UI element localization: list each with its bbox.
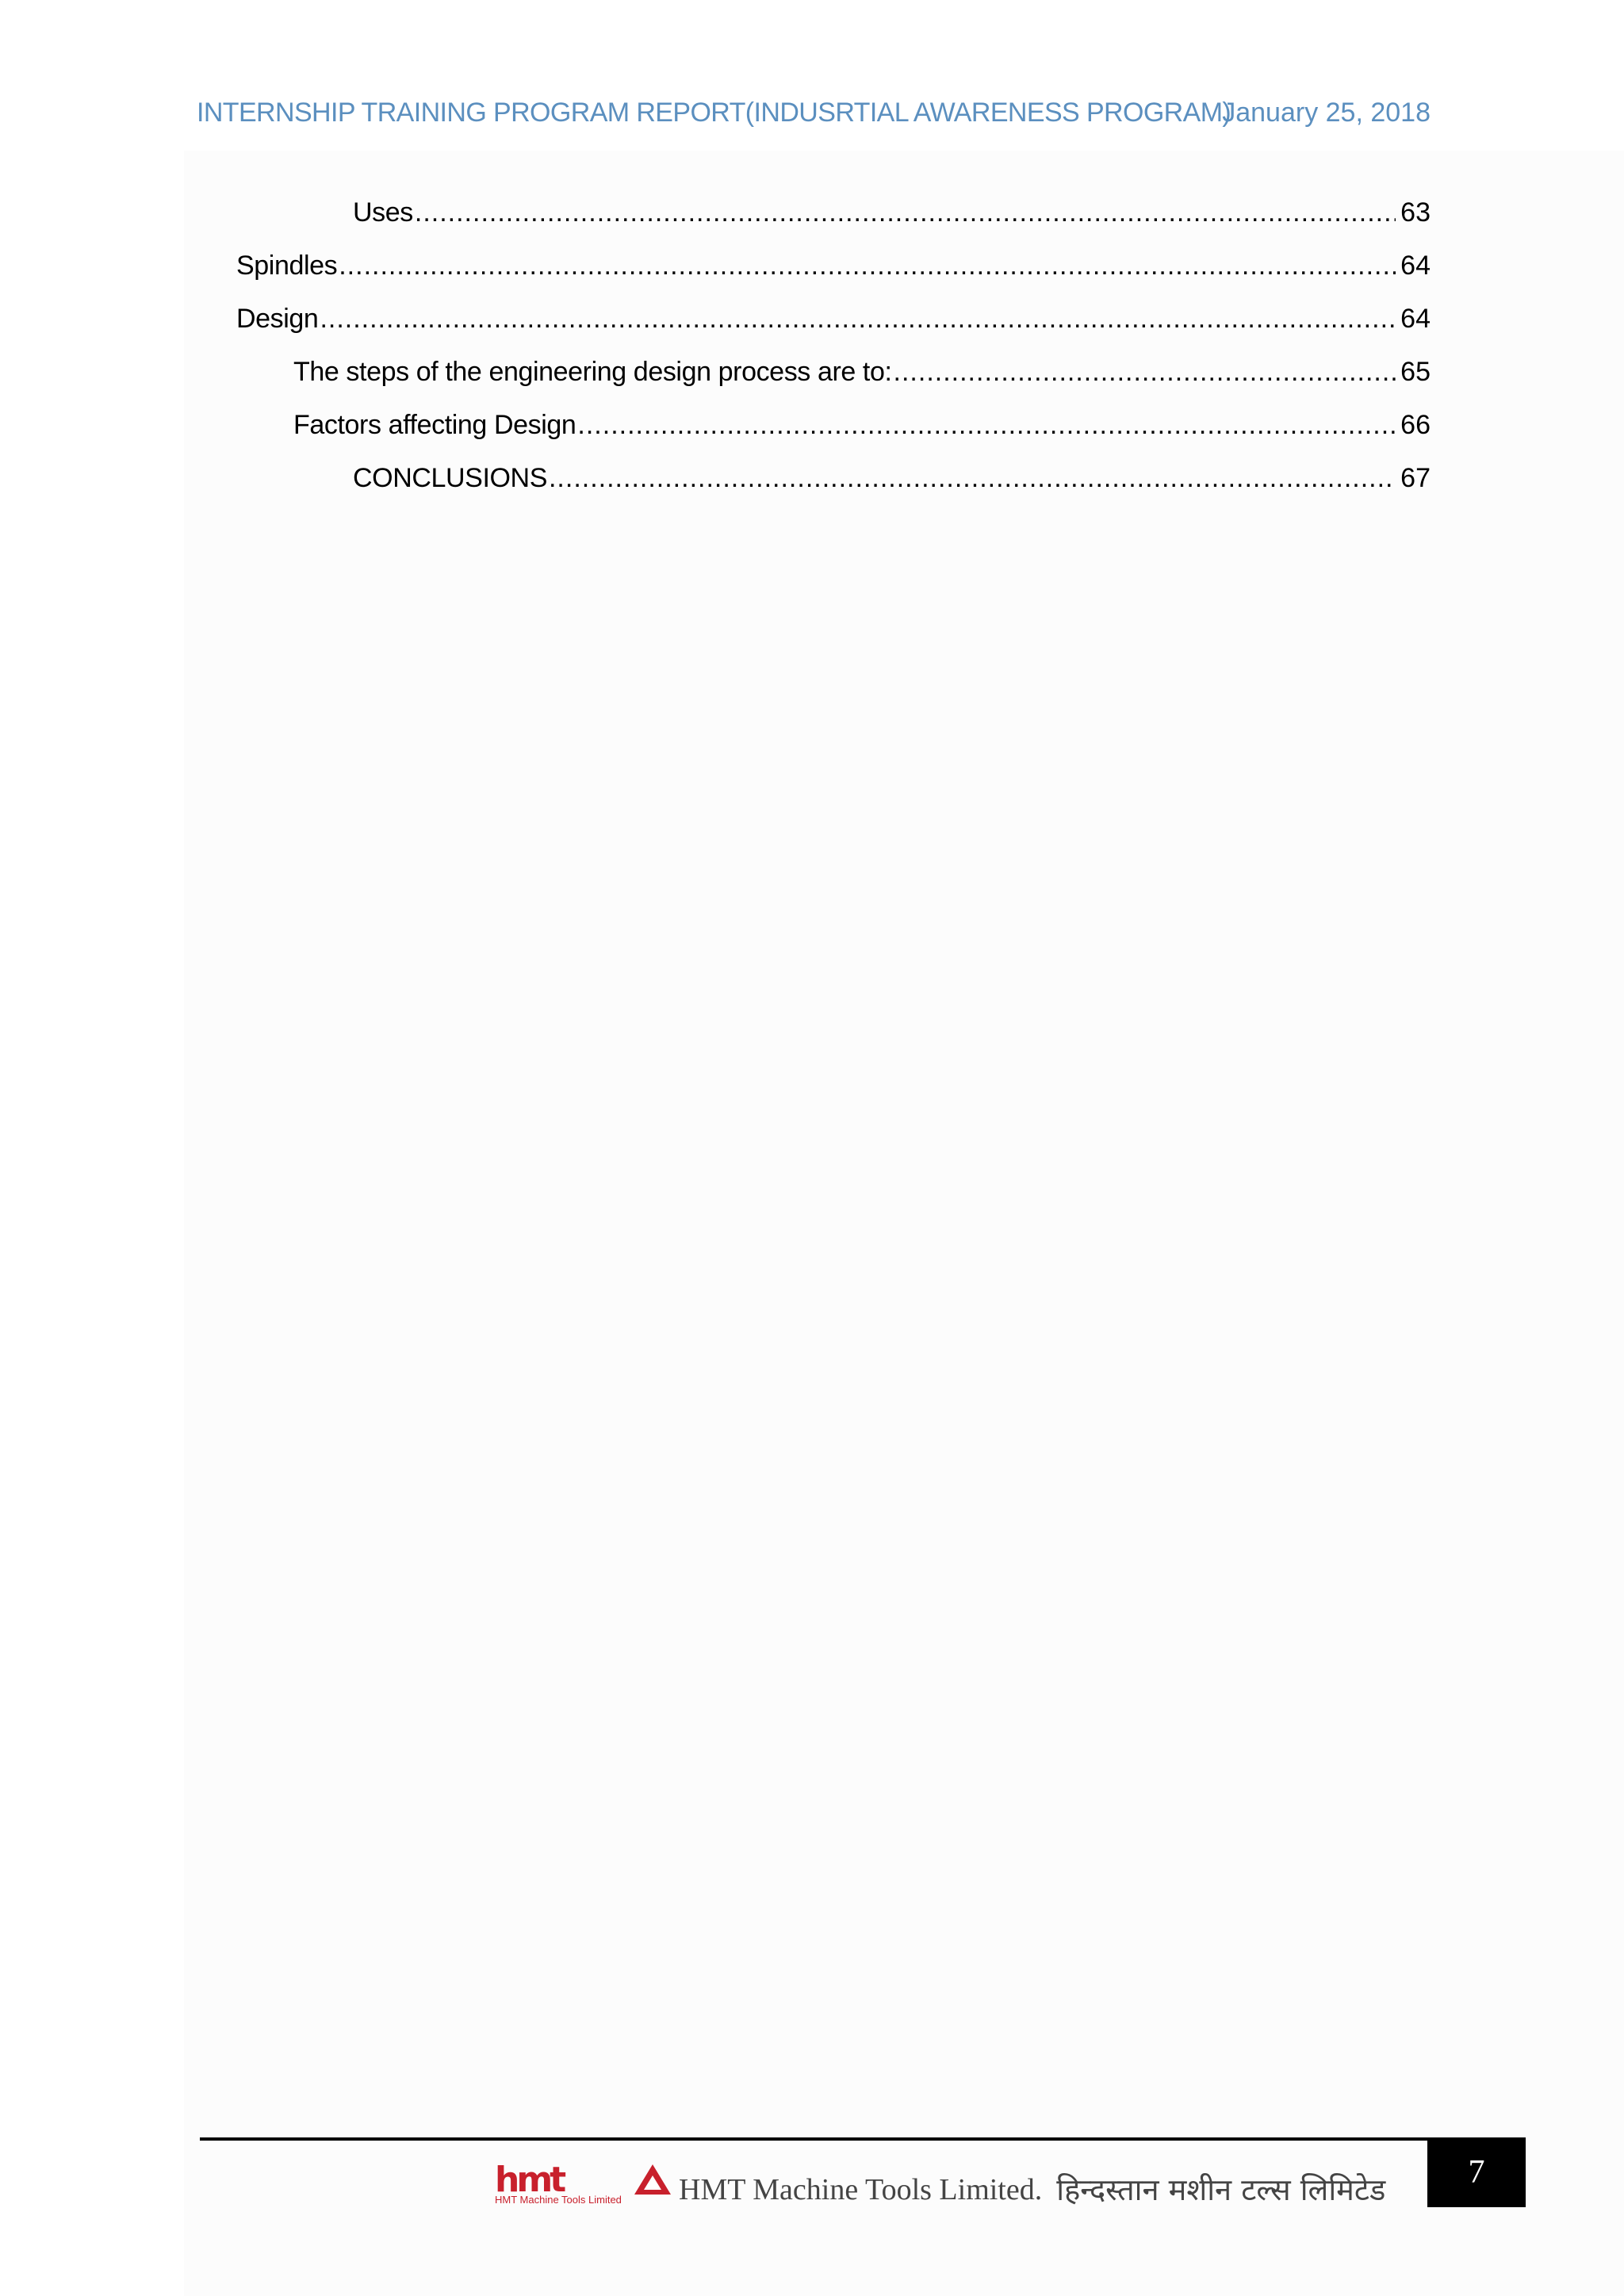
dot-leader xyxy=(320,297,1396,341)
footer-divider xyxy=(200,2137,1431,2141)
toc-entry-title: Design xyxy=(236,304,319,334)
toc-entry-page: 67 xyxy=(1400,463,1431,493)
page-number: 7 xyxy=(1427,2137,1526,2207)
dot-leader xyxy=(894,350,1396,394)
running-header xyxy=(197,94,1431,132)
report-title: INTERNSHIP TRAINING PROGRAM REPORT(INDUSRTIAL AWARENESS PROGRAM) xyxy=(197,98,1231,128)
hmt-logo-subtext: HMT Machine Tools Limited xyxy=(495,2194,622,2206)
toc-entry-conclusions[interactable] xyxy=(197,456,1431,509)
toc-entry-spindles[interactable] xyxy=(197,243,1431,297)
toc-entry-page: 65 xyxy=(1400,357,1431,387)
toc-entry-title: Spindles xyxy=(236,251,338,281)
dot-leader xyxy=(415,190,1396,235)
toc-entry-title: Factors affecting Design xyxy=(293,410,576,440)
toc-entry-page: 64 xyxy=(1400,304,1431,334)
toc-entry-title: The steps of the engineering design process are to: xyxy=(293,357,892,387)
toc-entry-uses[interactable] xyxy=(197,190,1431,243)
toc-entry-factors-affecting-design[interactable] xyxy=(197,403,1431,456)
dot-leader xyxy=(339,243,1396,288)
company-name-english: HMT Machine Tools Limited. xyxy=(679,2173,1043,2206)
hmt-triangle-icon xyxy=(633,2163,672,2196)
toc-entry-page: 66 xyxy=(1400,410,1431,440)
hmt-logo xyxy=(492,2160,677,2207)
toc-entry-design[interactable] xyxy=(197,297,1431,350)
report-date: January 25, 2018 xyxy=(1222,98,1431,128)
dot-leader xyxy=(577,403,1396,447)
toc-entry-title: CONCLUSIONS xyxy=(353,463,547,493)
page-footer xyxy=(492,2160,1385,2207)
toc-entry-design-steps[interactable] xyxy=(197,350,1431,403)
toc-entry-title: Uses xyxy=(353,197,413,228)
toc-entry-page: 63 xyxy=(1400,197,1431,228)
dot-leader xyxy=(549,456,1396,500)
company-name-hindi: हिन्दस्तान मशीन टल्स लिमिटेड xyxy=(1056,2172,1386,2207)
toc-entry-page: 64 xyxy=(1400,251,1431,281)
table-of-contents xyxy=(197,190,1431,509)
hmt-logo-wordmark: hmt xyxy=(495,2160,564,2200)
